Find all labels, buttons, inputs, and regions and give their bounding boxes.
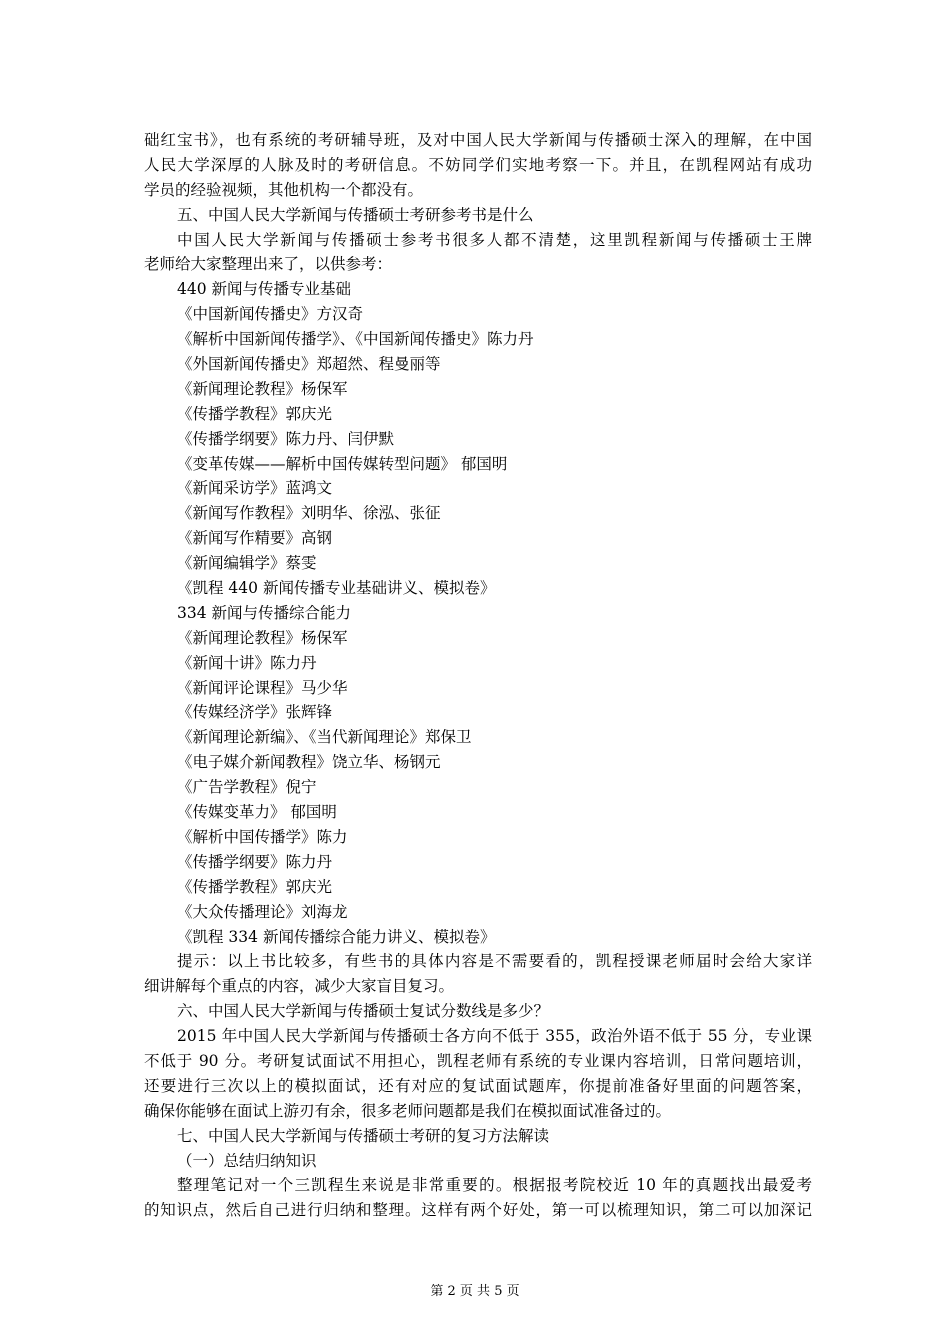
text-line: 细讲解每个重点的内容，减少大家盲目复习。 — [144, 977, 455, 996]
text-line: 七、中国人民大学新闻与传播硕士考研的复习方法解读 — [177, 1126, 550, 1145]
text-line: 六、中国人民大学新闻与传播硕士复试分数线是多少？ — [177, 1002, 550, 1021]
text-line: 《新闻写作精要》高钢 — [177, 529, 333, 548]
text-line: 《新闻理论新编》、《当代新闻理论》郑保卫 — [177, 728, 472, 747]
text-line: 《传播学教程》郭庆光 — [177, 877, 333, 896]
text-line: 《新闻编辑学》蔡雯 — [177, 554, 317, 573]
text-line: 《凯程 440 新闻传播专业基础讲义、模拟卷》 — [177, 579, 496, 598]
text-line: 《大众传播理论》刘海龙 — [177, 902, 348, 921]
text-line: 的知识点，然后自己进行归纳和整理。这样有两个好处，第一可以梳理知识，第二可以加深记 — [144, 1201, 812, 1220]
text-line: 334 新闻与传播综合能力 — [177, 603, 352, 622]
text-line: 整理笔记对一个三凯程生来说是非常重要的。根据报考院校近 10 年的真题找出最爱考 — [177, 1176, 812, 1195]
text-line: 《广告学教程》倪宁 — [177, 778, 317, 797]
text-line: 《传媒变革力》 郁国明 — [177, 803, 337, 822]
page-footer: 第 2 页 共 5 页 — [430, 1284, 520, 1299]
text-line: 《传媒经济学》张辉锋 — [177, 703, 333, 722]
text-line: 《新闻理论教程》杨保军 — [177, 379, 348, 398]
text-line: 《新闻十讲》陈力丹 — [177, 653, 317, 672]
text-line: 《传播学教程》郭庆光 — [177, 404, 333, 423]
text-line: 《解析中国传播学》陈力 — [177, 827, 348, 846]
text-line: 确保你能够在面试上游刃有余，很多老师问题都是我们在模拟面试准备过的。 — [144, 1101, 672, 1120]
text-line: 《解析中国新闻传播学》、《中国新闻传播史》陈力丹 — [177, 330, 534, 349]
text-line: 《新闻采访学》蓝鸿文 — [177, 479, 333, 498]
text-line: （一）总结归纳知识 — [177, 1151, 317, 1170]
text-line: 《新闻写作教程》刘明华、徐泓、张征 — [177, 504, 441, 523]
text-line: 提示：以上书比较多，有些书的具体内容是不需要看的，凯程授课老师届时会给大家详 — [177, 952, 812, 971]
text-line: 《传播学纲要》陈力丹、闫伊默 — [177, 429, 395, 448]
text-line: 还要进行三次以上的模拟面试，还有对应的复试面试题库，你提前准备好里面的问题答案， — [144, 1076, 812, 1095]
text-line: 《变革传媒——解析中国传媒转型问题》 郁国明 — [177, 454, 508, 473]
text-line: 中国人民大学新闻与传播硕士参考书很多人都不清楚，这里凯程新闻与传播硕士王牌 — [177, 230, 812, 249]
body-text — [144, 128, 812, 1223]
text-line: 老师给大家整理出来了，以供参考： — [144, 255, 393, 274]
text-line: 《新闻理论教程》杨保军 — [177, 628, 348, 647]
text-line: 《中国新闻传播史》方汉奇 — [177, 305, 364, 324]
text-line: 《新闻评论课程》马少华 — [177, 678, 348, 697]
text-line: 学员的经验视频，其他机构一个都没有。 — [144, 180, 424, 199]
text-line: 《传播学纲要》陈力丹 — [177, 852, 333, 871]
text-line: 人民大学深厚的人脉及时的考研信息。不妨同学们实地考察一下。并且，在凯程网站有成功 — [144, 155, 812, 174]
text-line: 《凯程 334 新闻传播综合能力讲义、模拟卷》 — [177, 927, 496, 946]
text-line: 《电子媒介新闻教程》饶立华、杨钢元 — [177, 753, 441, 772]
text-line: 五、中国人民大学新闻与传播硕士考研参考书是什么 — [177, 205, 534, 224]
text-line: 440 新闻与传播专业基础 — [177, 280, 352, 299]
text-line: 《外国新闻传播史》郑超然、程曼丽等 — [177, 355, 441, 374]
text-line: 2015 年中国人民大学新闻与传播硕士各方向不低于 355，政治外语不低于 55 分，专业课 — [177, 1027, 812, 1046]
text-line: 不低于 90 分。考研复试面试不用担心，凯程老师有系统的专业课内容培训，日常问题培训， — [144, 1051, 812, 1070]
text-line: 础红宝书》，也有系统的考研辅导班，及对中国人民大学新闻与传播硕士深入的理解，在中国 — [144, 131, 812, 149]
